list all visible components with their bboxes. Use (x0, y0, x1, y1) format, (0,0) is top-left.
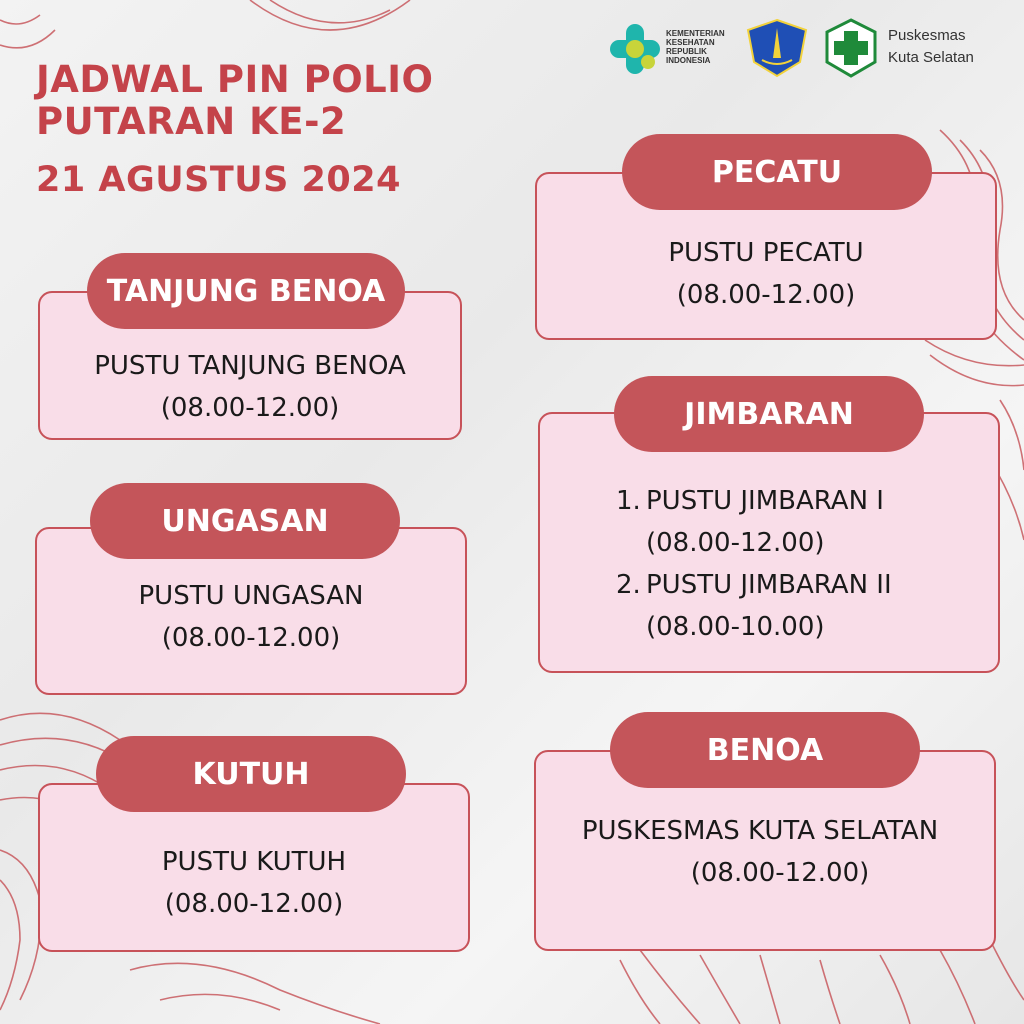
kemenkes-line-2: KESEHATAN (666, 38, 715, 47)
puskesmas-name-line-1: Puskesmas (888, 27, 966, 44)
list-item-number: 1. (616, 486, 641, 516)
location-place: PUSTU UNGASAN (138, 581, 364, 611)
location-header-pecatu: PECATU (622, 134, 932, 210)
location-place: PUSTU KUTUH (161, 847, 347, 877)
list-item-number: 2. (616, 570, 641, 600)
location-time: (08.00-12.00) (676, 280, 856, 310)
location-time: (08.00-12.00) (161, 623, 341, 653)
puskesmas-name-line-2: Kuta Selatan (888, 49, 974, 66)
badung-regency-emblem-icon (744, 18, 810, 78)
location-header-benoa: BENOA (610, 712, 920, 788)
location-header-jimbaran: JIMBARAN (614, 376, 924, 452)
page-subtitle: PUTARAN KE-2 (36, 100, 347, 143)
list-item-time: (08.00-10.00) (646, 612, 825, 642)
location-place: PUSTU TANJUNG BENOA (94, 351, 406, 381)
list-item-place: PUSTU JIMBARAN II (646, 570, 892, 600)
location-header-kutuh: KUTUH (96, 736, 406, 812)
location-time: (08.00-12.00) (690, 858, 870, 888)
event-date: 21 AGUSTUS 2024 (36, 160, 401, 200)
location-header-tanjung-benoa: TANJUNG BENOA (87, 253, 405, 329)
kemenkes-logo-icon (608, 22, 662, 76)
page-title: JADWAL PIN POLIO (36, 58, 434, 101)
location-time: (08.00-12.00) (160, 393, 340, 423)
location-place: PUSKESMAS KUTA SELATAN (581, 816, 939, 846)
list-item-place: PUSTU JIMBARAN I (646, 486, 884, 516)
location-header-ungasan: UNGASAN (90, 483, 400, 559)
kemenkes-line-4: INDONESIA (666, 56, 711, 65)
kemenkes-line-1: KEMENTERIAN (666, 29, 725, 38)
location-time: (08.00-12.00) (164, 889, 344, 919)
logo-bar (604, 16, 1014, 80)
list-item-time: (08.00-12.00) (646, 528, 825, 558)
puskesmas-logo-icon (824, 18, 878, 78)
kemenkes-line-3: REPUBLIK (666, 47, 707, 56)
location-place: PUSTU PECATU (668, 238, 864, 268)
